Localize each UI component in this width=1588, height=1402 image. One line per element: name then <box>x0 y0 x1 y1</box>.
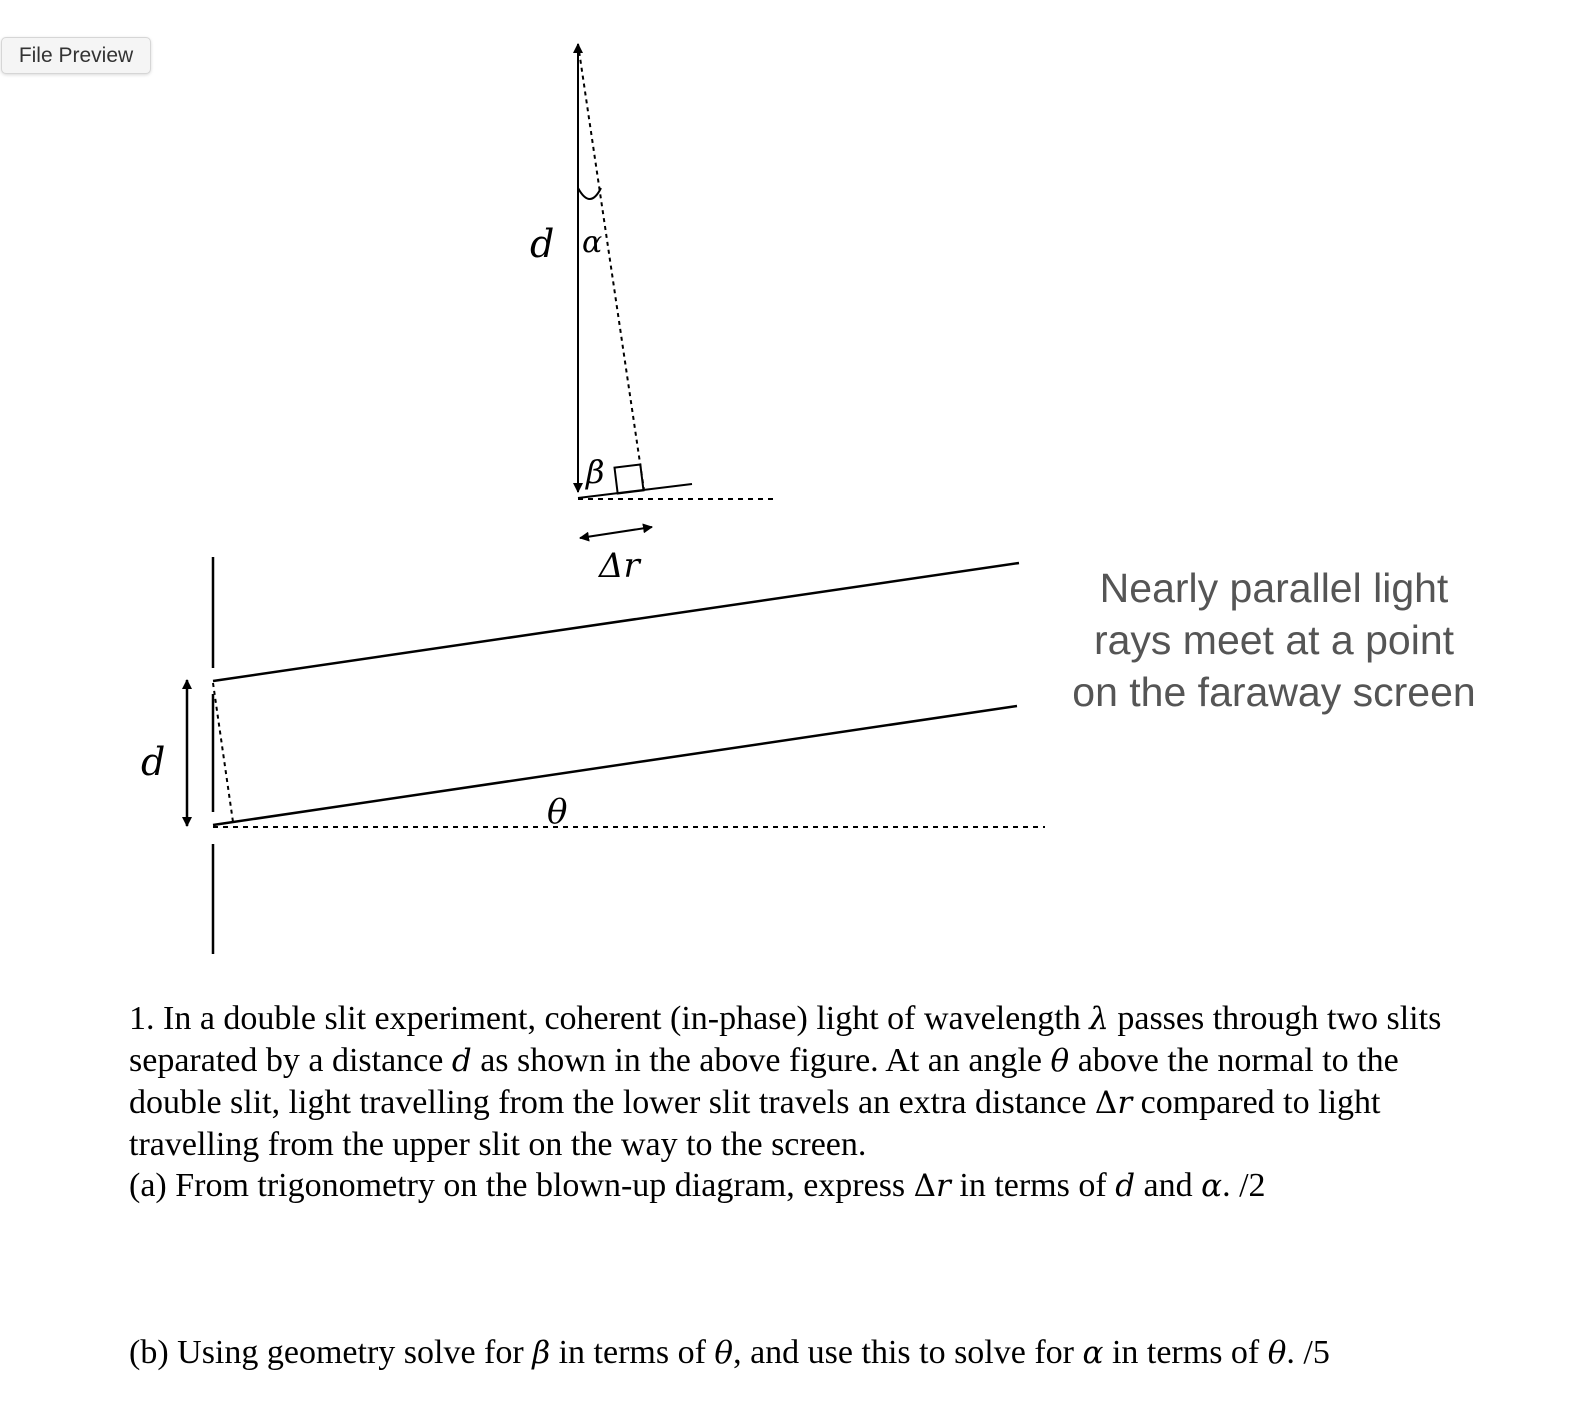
part-a-text-d: in terms of <box>950 1167 1116 1204</box>
part-b-beta-symbol: β <box>532 1335 551 1371</box>
q1-l2-text-e: above the normal to the <box>1069 1042 1399 1079</box>
part-a-text-f: and <box>1135 1167 1202 1204</box>
file-preview-button[interactable]: File Preview <box>1 37 151 74</box>
label-alpha: α <box>582 225 603 260</box>
question-text <box>129 998 1569 1374</box>
part-b-alpha-symbol: α <box>1082 1335 1104 1371</box>
question-1-line-4 <box>129 1124 1569 1165</box>
q1-lambda-symbol: λ <box>1089 1001 1109 1037</box>
label-d-side: d <box>141 740 166 784</box>
q1-theta-symbol: θ <box>1050 1043 1070 1079</box>
part-a-text-h: . /2 <box>1222 1167 1266 1204</box>
parallel-rays-note <box>1040 562 1508 718</box>
q1-l1-text-c: passes through two slits <box>1108 1000 1442 1037</box>
right-angle-marker <box>615 465 644 494</box>
q1-l1-text-a: 1. In a double slit experiment, coherent (in-phase) light of wavelength <box>129 1000 1090 1037</box>
part-b-text-a: (b) Using geometry solve for <box>129 1334 533 1371</box>
part-a-r-symbol: r <box>936 1168 951 1204</box>
note-line-2: rays meet at a point <box>1093 617 1455 663</box>
dotted-perpendicular <box>213 683 233 822</box>
q1-r-symbol: r <box>1117 1085 1133 1121</box>
q1-l3-text-d: compared to light <box>1132 1084 1381 1121</box>
alpha-angle-arc <box>578 188 601 199</box>
double-slit-setup <box>141 557 1045 954</box>
part-b-text-e: , and use this to solve for <box>733 1334 1083 1371</box>
question-1-line-2 <box>129 1040 1569 1082</box>
part-b-theta-symbol-2: θ <box>1267 1335 1287 1371</box>
label-delta-r: Δr <box>599 546 640 586</box>
part-b-text-i: . /5 <box>1286 1334 1330 1371</box>
dotted-hypotenuse <box>578 44 644 490</box>
part-a-alpha-symbol: α <box>1201 1168 1223 1204</box>
part-a-text-a: (a) From trigonometry on the blown-up diagram, express <box>129 1167 914 1204</box>
q1-d-symbol: d <box>451 1043 472 1079</box>
q1-l3-text-a: double slit, light travelling from the lower slit travels an extra distance <box>129 1084 1095 1121</box>
blown-up-triangle <box>530 44 775 586</box>
q1-l2-text-c: as shown in the above figure. At an angle <box>471 1042 1051 1079</box>
part-a-d-symbol: d <box>1115 1168 1136 1204</box>
note-line-3: on the faraway screen <box>1072 669 1476 715</box>
q1-delta-symbol: Δ <box>1094 1085 1118 1121</box>
question-1-line-3 <box>129 1082 1569 1124</box>
lower-ray <box>213 706 1017 825</box>
q1-l4-text-a: travelling from the upper slit on the way to the screen. <box>129 1126 867 1163</box>
part-a-delta-symbol: Δ <box>913 1168 937 1204</box>
q1-l2-text-a: separated by a distance <box>129 1042 452 1079</box>
part-b-text-c: in terms of <box>550 1334 715 1371</box>
part-b-text-g: in terms of <box>1103 1334 1268 1371</box>
note-line-1: Nearly parallel light <box>1099 565 1449 611</box>
label-beta: β <box>586 453 605 491</box>
delta-r-double-arrow <box>580 527 652 538</box>
part-b-theta-symbol-1: θ <box>714 1335 734 1371</box>
label-d-top: d <box>530 222 555 266</box>
question-part-b <box>129 1332 1569 1374</box>
question-part-a <box>129 1165 1569 1207</box>
question-1-line-1 <box>129 998 1569 1040</box>
label-theta: θ <box>547 792 568 832</box>
